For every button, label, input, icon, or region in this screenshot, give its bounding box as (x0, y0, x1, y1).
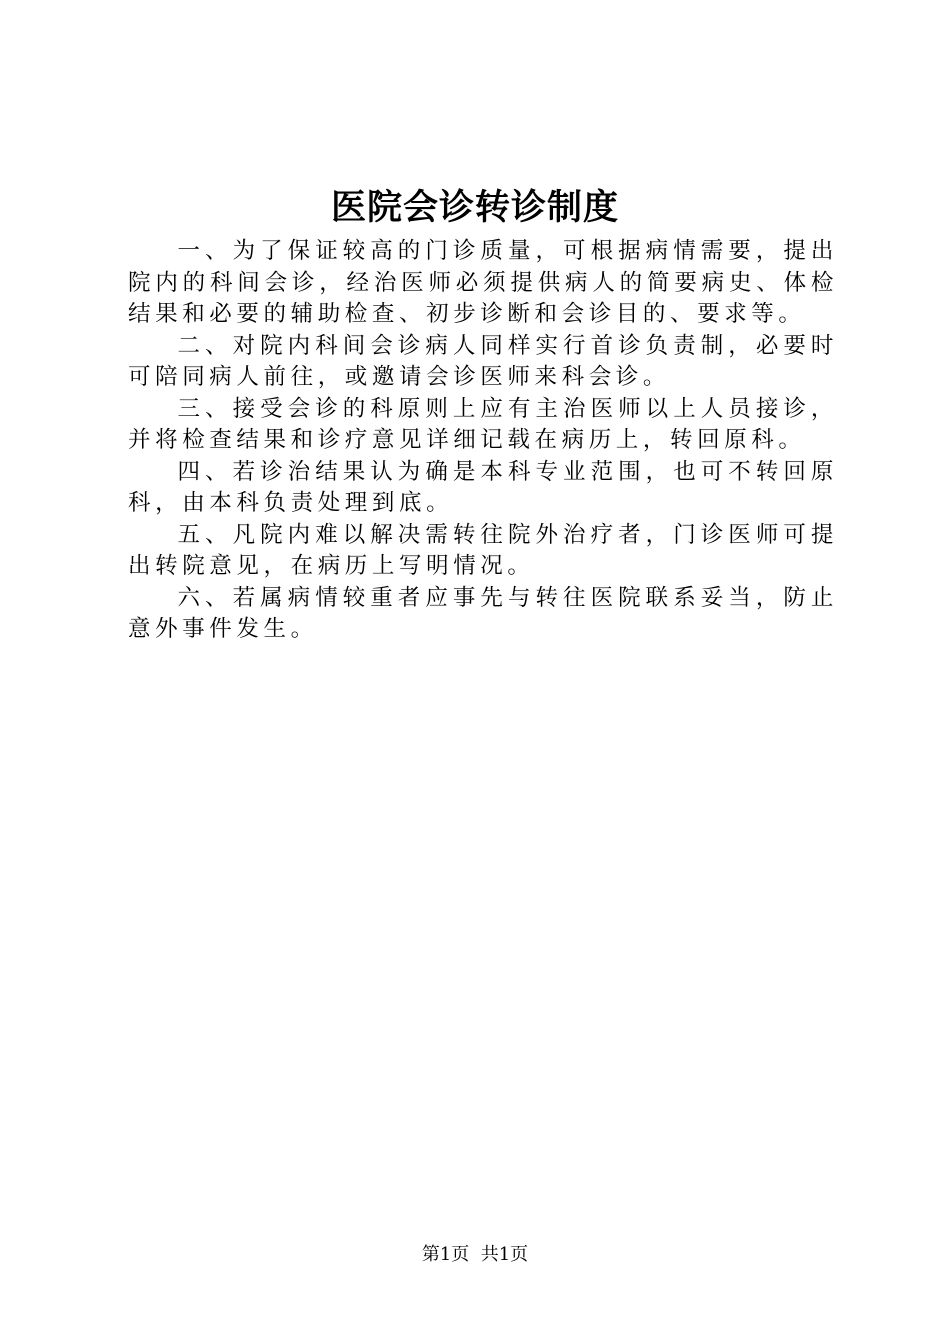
document-body (128, 236, 838, 646)
paragraph-4: 四、若诊治结果认为确是本科专业范围，也可不转回原科，由本科负责处理到底。 (128, 458, 838, 516)
paragraph-6: 六、若属病情较重者应事先与转往医院联系妥当，防止意外事件发生。 (128, 584, 838, 642)
paragraph-2: 二、对院内科间会诊病人同样实行首诊负责制，必要时可陪同病人前往，或邀请会诊医师来科会诊。 (128, 332, 838, 390)
paragraph-3: 三、接受会诊的科原则上应有主治医师以上人员接诊，并将检查结果和诊疗意见详细记载在病历上，转回原科。 (128, 395, 838, 453)
page-total: 共1页 (480, 1244, 529, 1265)
paragraph-5: 五、凡院内难以解决需转往院外治疗者，门诊医师可提出转院意见，在病历上写明情况。 (128, 521, 838, 579)
paragraph-1: 一、为了保证较高的门诊质量，可根据病情需要，提出院内的科间会诊，经治医师必须提供病人的简要病史、体检结果和必要的辅助检查、初步诊断和会诊目的、要求等。 (128, 238, 838, 327)
page-footer (0, 1242, 950, 1268)
page-number: 第1页 (421, 1244, 470, 1265)
document-title: 医院会诊转诊制度 (330, 187, 619, 228)
footer-separator (469, 1244, 480, 1265)
